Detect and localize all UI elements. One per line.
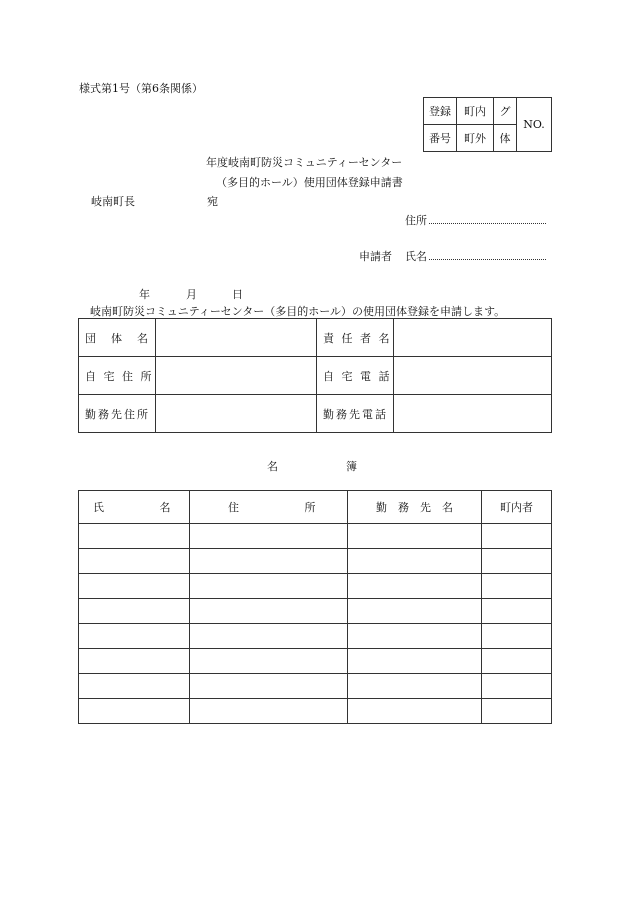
roster-title-right: 簿 [346,460,357,473]
member-workplace-cell[interactable] [348,699,482,724]
member-roster-table [78,490,552,724]
application-statement: 岐南町防災コミュニティーセンター（多目的ホール）の使用団体登録を申請します。 [90,305,506,318]
group-info-table [78,318,552,433]
table-row [79,624,552,649]
resident-column-header: 町内者 [482,491,552,524]
member-workplace-cell[interactable] [348,624,482,649]
member-name-cell[interactable] [79,574,190,599]
member-resident-cell[interactable] [482,549,552,574]
work-phone-label: 勤務先電話 [317,395,394,433]
registration-label: 登録 [424,98,457,125]
name-column-header [79,491,190,524]
applicant-label: 申請者 [359,250,392,263]
table-row [79,599,552,624]
workplace-column-header: 勤 務 先 名 [348,491,482,524]
roster-title-left: 名 [267,460,278,473]
town-outside-checkbox[interactable]: 町外 [457,125,494,152]
home-phone-label: 自 宅 電 話 [317,357,394,395]
member-workplace-cell[interactable] [348,549,482,574]
member-name-cell[interactable] [79,624,190,649]
addressee-suffix: 宛 [207,195,218,208]
number-label-bottom: 番号 [424,125,457,152]
member-name-cell[interactable] [79,699,190,724]
group-label-top: グ [494,98,517,125]
name-header-left: 氏 [93,501,104,514]
member-address-cell[interactable] [190,524,348,549]
member-resident-cell[interactable] [482,524,552,549]
member-address-cell[interactable] [190,574,348,599]
member-name-cell[interactable] [79,599,190,624]
member-resident-cell[interactable] [482,674,552,699]
date-year: 年 [139,288,150,301]
number-label: NO. [523,118,545,131]
representative-name-field[interactable] [394,319,552,357]
info-row [79,319,552,357]
info-row [79,357,552,395]
member-address-cell[interactable] [190,674,348,699]
home-address-label: 自 宅 住 所 [79,357,156,395]
member-resident-cell[interactable] [482,599,552,624]
member-resident-cell[interactable] [482,624,552,649]
member-name-cell[interactable] [79,549,190,574]
group-name-label: 団 体 名 [79,319,156,357]
member-name-cell[interactable] [79,649,190,674]
member-name-cell[interactable] [79,674,190,699]
date-day: 日 [232,288,243,301]
group-name-field[interactable] [156,319,317,357]
addressee-name: 岐南町長 [91,195,135,208]
address-column-header [190,491,348,524]
member-workplace-cell[interactable] [348,674,482,699]
form-title-line2: （多目的ホール）使用団体登録申請書 [216,176,403,189]
registration-box [423,97,552,152]
member-workplace-cell[interactable] [348,599,482,624]
table-row [79,649,552,674]
applicant-name-field[interactable] [429,246,546,260]
form-title-line1: 年度岐南町防災コミュニティーセンター [206,156,403,169]
representative-name-label: 責 任 者 名 [317,319,394,357]
address-header-left: 住 [228,501,239,514]
table-row [79,524,552,549]
home-address-field[interactable] [156,357,317,395]
member-workplace-cell[interactable] [348,649,482,674]
roster-body [79,524,552,724]
address-label: 住所 [405,214,427,227]
table-row [79,574,552,599]
member-resident-cell[interactable] [482,574,552,599]
work-phone-field[interactable] [394,395,552,433]
town-inside-checkbox[interactable]: 町内 [457,98,494,125]
home-phone-field[interactable] [394,357,552,395]
member-address-cell[interactable] [190,549,348,574]
date-month: 月 [186,288,197,301]
member-address-cell[interactable] [190,624,348,649]
name-header-right: 名 [159,501,171,514]
roster-header-row [79,491,552,524]
member-workplace-cell[interactable] [348,524,482,549]
info-row [79,395,552,433]
registration-number-field[interactable] [517,98,552,152]
table-row [79,674,552,699]
address-header-right: 所 [304,501,316,514]
work-address-label: 勤務先住所 [79,395,156,433]
table-row [79,699,552,724]
group-label-bottom: 体 [494,125,517,152]
member-address-cell[interactable] [190,699,348,724]
member-name-cell[interactable] [79,524,190,549]
member-resident-cell[interactable] [482,699,552,724]
form-number: 様式第1号（第6条関係） [79,82,203,95]
member-workplace-cell[interactable] [348,574,482,599]
member-resident-cell[interactable] [482,649,552,674]
table-row [79,549,552,574]
member-address-cell[interactable] [190,599,348,624]
address-field[interactable] [429,210,546,224]
member-address-cell[interactable] [190,649,348,674]
name-label: 氏名 [405,250,427,263]
work-address-field[interactable] [156,395,317,433]
